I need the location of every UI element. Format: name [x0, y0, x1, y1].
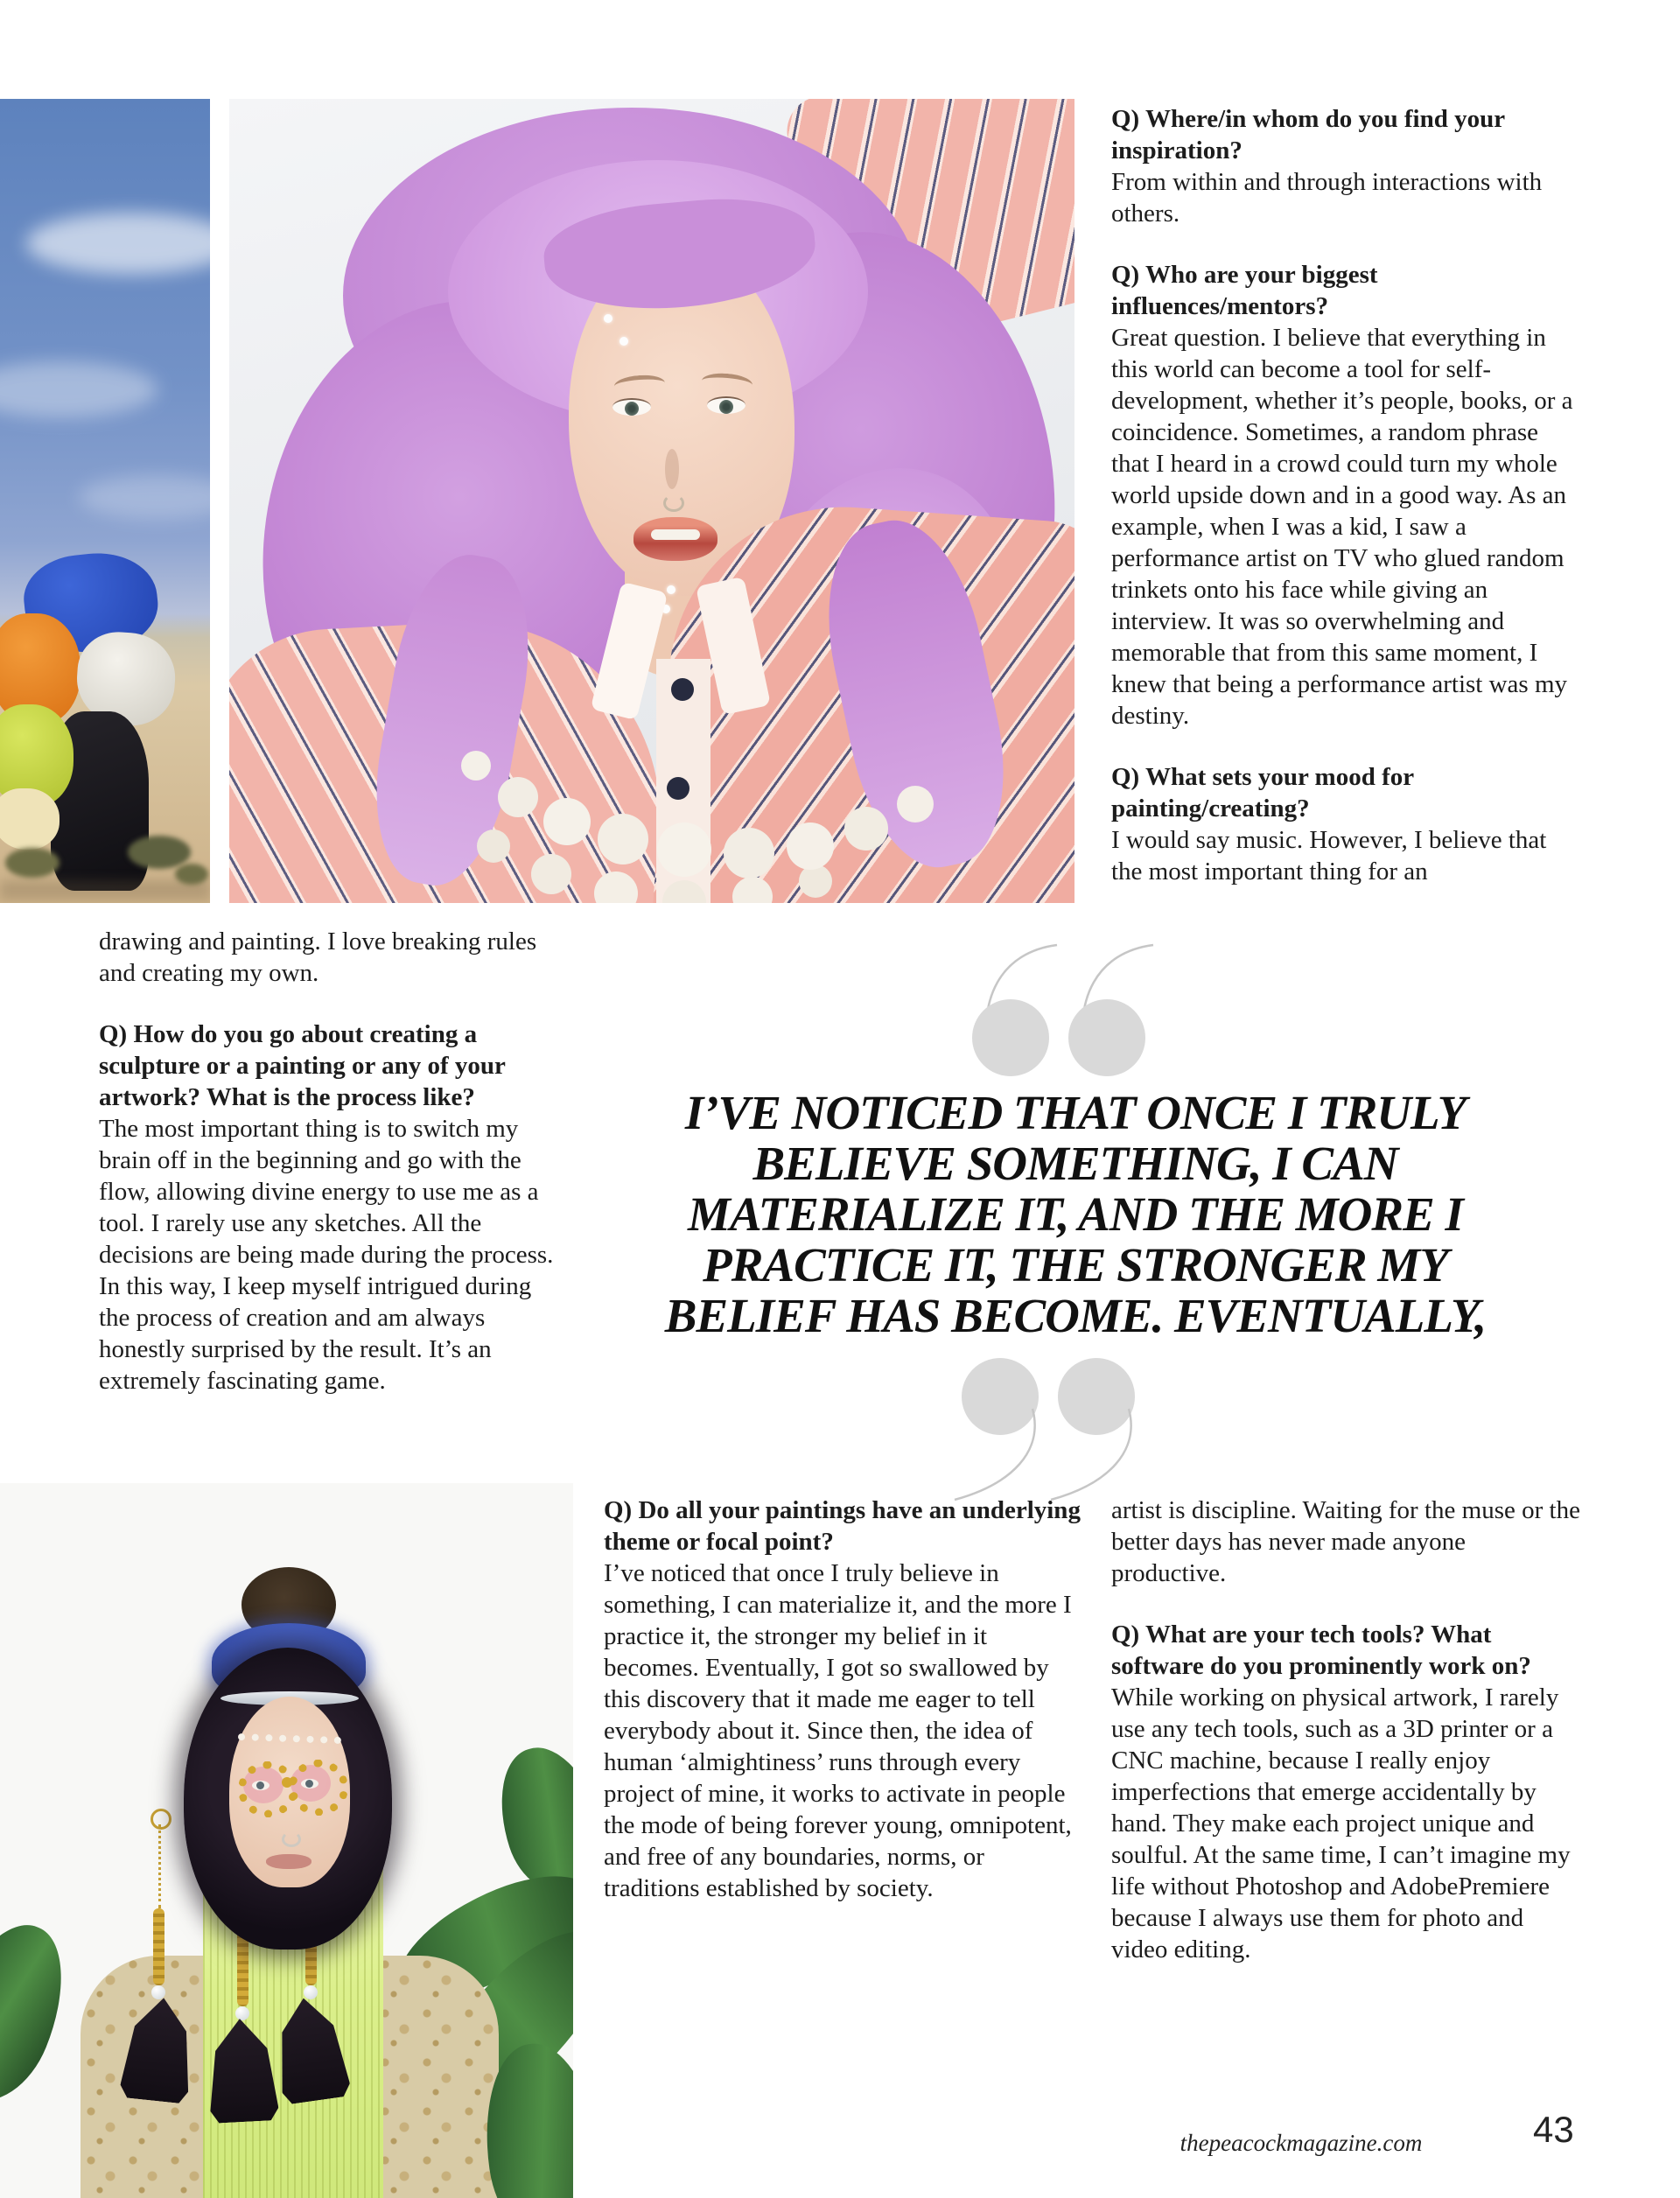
question-text: Q) What are your tech tools? What software do you prominently work on?: [1111, 1620, 1531, 1680]
nose: [665, 449, 679, 489]
gold-ring: [150, 1809, 172, 1830]
iris: [719, 400, 733, 414]
question-text: Q) Who are your biggest influences/mentors?: [1111, 261, 1378, 320]
gold-bar-pendant: [153, 1908, 164, 1985]
cloud-shape: [0, 361, 158, 417]
pull-quote-line: BELIEF HAS BECOME. EVENTUALLY,: [664, 1289, 1487, 1342]
teeth: [651, 529, 700, 540]
desert-shrub: [5, 848, 60, 878]
magazine-website-url: thepeacockmagazine.com: [1180, 2130, 1423, 2156]
question-text: Q) How do you go about creating a sculpture or a painting or any of your artwork? What is the process like?: [99, 1020, 506, 1111]
lilac-hair-portrait-photo: [229, 99, 1074, 903]
desert-shrub: [128, 836, 191, 869]
face-gem: [667, 585, 676, 594]
desert-shrub: [175, 864, 208, 885]
cloud-shape: [26, 213, 210, 274]
cloud-shape: [79, 475, 210, 519]
hooded-artist-photo: [0, 1483, 573, 2198]
close-quote-icon: [949, 1354, 1151, 1503]
shirt-button: [667, 777, 690, 800]
question-text: Q) Where/in whom do you find your inspiration?: [1111, 105, 1505, 164]
answer-text: While working on physical artwork, I rarely use any tech tools, such as a 3D printer or a CNC machine, because I really enjoy imperfections that emerge accidentally by hand. They make each project unique and soulful. At the same time, I can’t imagine my life without Photoshop and AdobePremiere because I always use them for photo and video editing.: [1111, 1684, 1571, 1964]
answer-text: drawing and painting. I love breaking rules and creating my own.: [99, 928, 537, 987]
pearl-necklace: [461, 751, 491, 780]
page-number: 43: [1533, 2109, 1574, 2150]
pull-quote-line: BELIEVE SOMETHING, I CAN: [752, 1137, 1398, 1190]
pearl-bead: [235, 2006, 249, 2020]
qa-column-bottom-right: [1111, 1494, 1584, 1965]
face-gem: [620, 337, 628, 346]
pearl-bead: [304, 1985, 318, 1999]
ground-shadow: [0, 880, 210, 900]
question-text: Q) What sets your mood for painting/creating?: [1111, 763, 1414, 822]
gold-bead-glasses: [289, 1760, 348, 1816]
pull-quote-line: MATERIALIZE IT, AND THE MORE I: [688, 1187, 1463, 1241]
pull-quote-line: PRACTICE IT, THE STRONGER MY: [703, 1238, 1448, 1292]
answer-text: From within and through interactions with others.: [1111, 168, 1543, 228]
qa-column-mid-left: [99, 926, 567, 1396]
answer-text: artist is discipline. Waiting for the muse or the better days has never made anyone productive.: [1111, 1496, 1580, 1587]
plant-leaf: [0, 1908, 87, 2118]
question-text: Q) Do all your paintings have an underlying theme or focal point?: [604, 1496, 1081, 1556]
qa-column-bottom-mid: [604, 1494, 1081, 1904]
desert-rocks-photo: [0, 99, 210, 903]
pull-quote-line: I’VE NOTICED THAT ONCE I TRULY: [684, 1086, 1466, 1139]
pale-rock: [0, 788, 60, 850]
face-gem: [604, 314, 612, 323]
gold-chain: [158, 1824, 161, 1908]
septum-ring: [663, 494, 684, 512]
pearl-bead: [151, 1985, 165, 1999]
eye: [612, 398, 651, 416]
shirt-button: [671, 678, 694, 701]
qa-column-top-right: [1111, 103, 1579, 887]
answer-text: I would say music. However, I believe that the most important thing for an: [1111, 826, 1547, 886]
glasses-bridge: [282, 1777, 292, 1788]
pull-quote: [604, 1088, 1547, 1341]
answer-text: The most important thing is to switch my brain off in the beginning and go with the flow, allowing divine energy to use me as a tool. I rarely use any sketches. All the decisions are being made during the process. In this way, I keep myself intrigued during the process of creation and am always honestly surprised by the result. It’s an extremely fascinating game.: [99, 1115, 554, 1395]
eye: [707, 396, 746, 414]
open-quote-icon: [956, 943, 1158, 1092]
septum-ring: [282, 1831, 301, 1847]
lips: [266, 1854, 312, 1869]
answer-text: Great question. I believe that everything in this world can become a tool for self-development, whether it’s people, books, or a coincidence. Sometimes, a random phrase that I heard in a crowd could turn my whole world upside down and in a good way. As an example, when I was a kid, I saw a performance artist on TV who glued random trinkets onto his face while giving an interview. It was so overwhelming and memorable that from this same moment, I knew that being a performance artist was my destiny.: [1111, 324, 1573, 730]
iris: [625, 402, 639, 416]
answer-text: I’ve noticed that once I truly believe in something, I can materialize it, and the more I practice it, the stronger my belief in it becomes. Eventually, I got so swallowed by this discovery that it made me eager to tell everybody about it. Since then, the idea of human ‘almightiness’ runs through every project of mine, it works to activate in people the mode of being forever young, omnipotent, and free of any boundaries, norms, or traditions established by society.: [604, 1559, 1072, 1902]
